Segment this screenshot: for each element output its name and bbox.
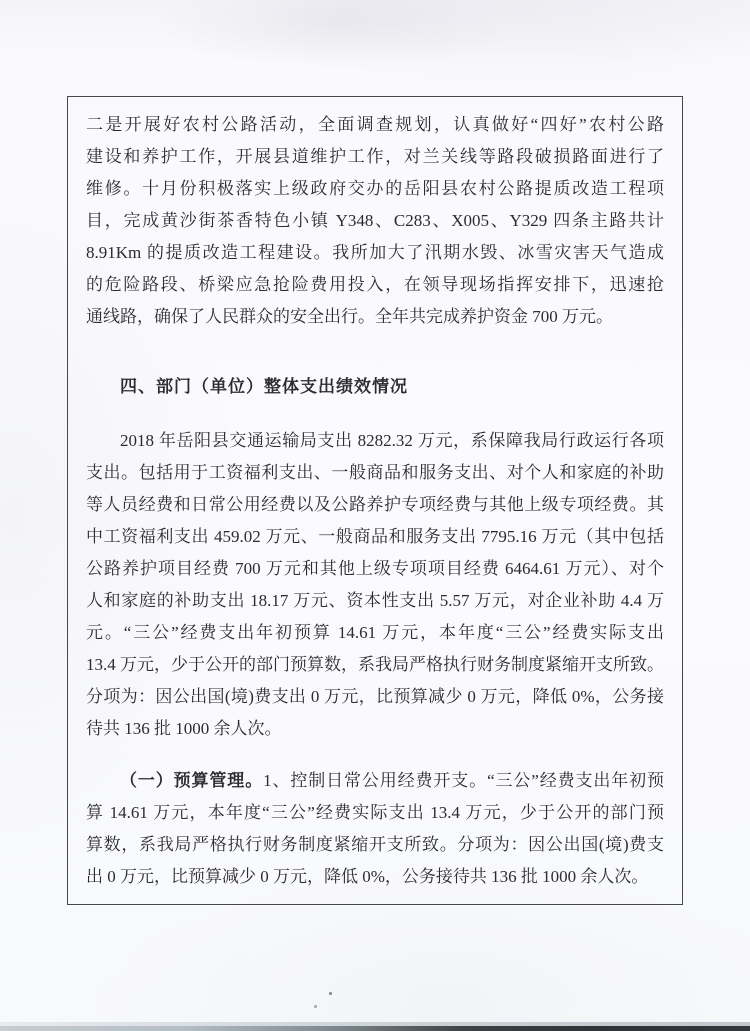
scan-speck — [329, 992, 332, 995]
text-line: 分项为：因公出国(境)费支出 0 万元，比预算减少 0 万元，降低 0%，公务接 — [86, 687, 664, 706]
text-line: 的危险路段、桥梁应急抢险费用投入，在领导现场指挥安排下，迅速抢 — [86, 275, 664, 294]
paragraph-overall-expenditure — [86, 425, 664, 745]
text-line: 通线路，确保了人民群众的安全出行。全年共完成养护资金 700 万元。 — [86, 307, 613, 326]
bold-text-segment: （一）预算管理。 — [120, 771, 264, 790]
text-line: 待共 136 批 1000 余人次。 — [86, 719, 282, 738]
text-line: 人和家庭的补助支出 18.17 万元、资本性支出 5.57 万元，对企业补助 4.4 万 — [86, 591, 664, 610]
text-line: 建设和养护工作，开展县道维护工作，对兰关线等路段破损路面进行了 — [86, 147, 664, 166]
text-line: 目，完成黄沙街茶香特色小镇 Y348、C283、X005、Y329 四条主路共计 — [86, 211, 664, 230]
text-line: 8.91Km 的提质改造工程建设。我所加大了汛期水毁、冰雪灾害天气造成 — [86, 243, 664, 262]
text-line: 出 0 万元，比预算减少 0 万元，降低 0%，公务接待共 136 批 1000 余人次。 — [86, 867, 649, 886]
text-segment: 1、控制日常公用经费开支。“三公”经费支出年初预 — [263, 771, 664, 790]
section-heading: 四、部门（单位）整体支出绩效情况 — [120, 377, 408, 396]
scan-edge — [0, 1026, 750, 1031]
text-line — [86, 765, 664, 797]
paragraph-rural-roads — [86, 109, 664, 333]
scan-speck — [314, 1005, 317, 1008]
text-line: 算 14.61 万元，本年度“三公”经费实际支出 13.4 万元，少于公开的部门预 — [86, 803, 664, 822]
text-line: 13.4 万元，少于公开的部门预算数，系我局严格执行财务制度紧缩开支所致。 — [86, 655, 664, 674]
text-line: 等人员经费和日常公用经费以及公路养护专项经费与其他上级专项经费。其 — [86, 495, 664, 514]
text-line: 元。“三公”经费支出年初预算 14.61 万元，本年度“三公”经费实际支出 — [86, 623, 664, 642]
text-line: 维修。十月份积极落实上级政府交办的岳阳县农村公路提质改造工程项 — [86, 179, 664, 198]
paragraph-budget-management — [86, 765, 664, 893]
document-border-box — [67, 96, 683, 905]
text-line: 算数，系我局严格执行财务制度紧缩开支所致。分项为：因公出国(境)费支 — [86, 835, 664, 854]
text-line: 公路养护项目经费 700 万元和其他上级专项项目经费 6464.61 万元）、对个 — [86, 559, 664, 578]
text-line: 2018 年岳阳县交通运输局支出 8282.32 万元，系保障我局行政运行各项 — [120, 431, 664, 450]
text-line: 二是开展好农村公路活动，全面调查规划，认真做好“四好”农村公路 — [86, 115, 664, 134]
text-line: 支出。包括用于工资福利支出、一般商品和服务支出、对个人和家庭的补助 — [86, 463, 664, 482]
text-line: 中工资福利支出 459.02 万元、一般商品和服务支出 7795.16 万元（其中包括 — [86, 527, 664, 546]
